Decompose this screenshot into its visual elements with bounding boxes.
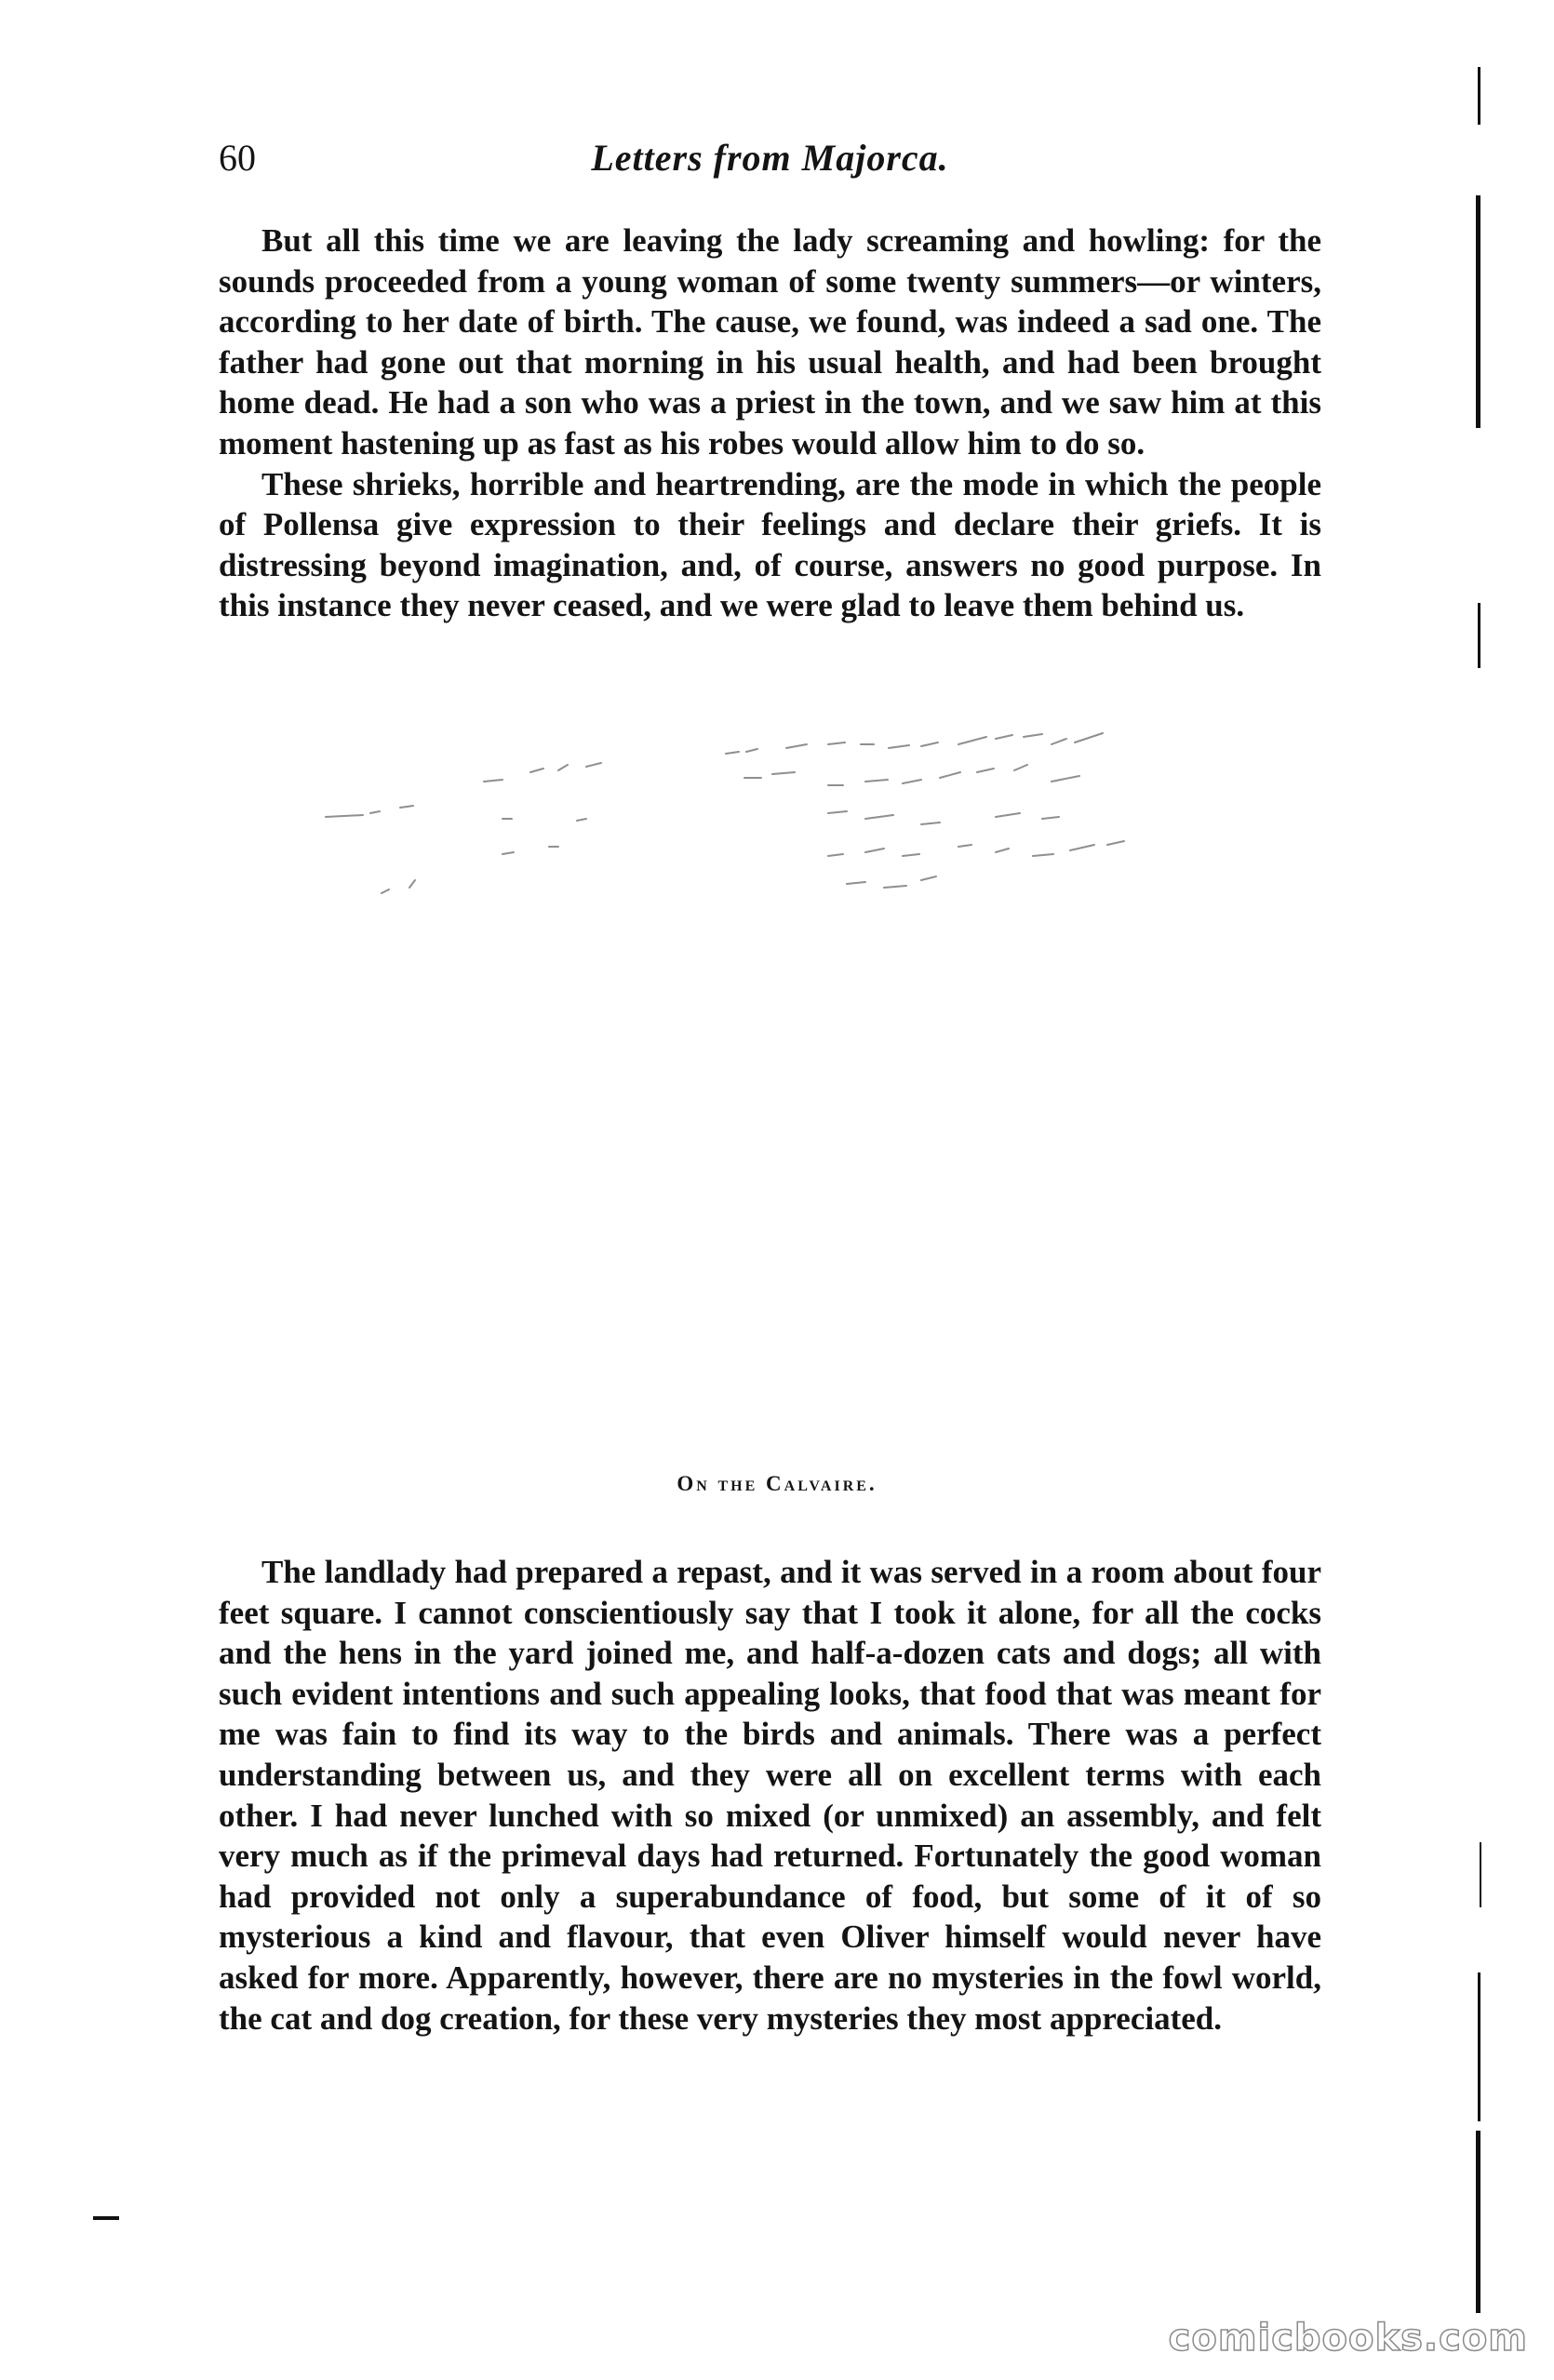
margin-rule [1476,2131,1480,2313]
watermark-logo: comicbooks.com [1168,2317,1528,2360]
margin-rule [1476,195,1480,428]
paragraph: The landlady had prepared a repast, and it was served in a room about four feet square. I cannot conscientiously say that I took it alone, for all the cocks and the hens in the yard joined me, and half-a-dozen cats and dogs; all with such evident intentions and such appealing looks, that food that was meant for me was fain to find its way to the birds and animals. There was a perfect understanding between us, and they were all on excellent terms with each other. I had never lunched with so mixed (or unmixed) an assembly, and felt very much as if the primeval days had returned. Fortunately the good woman had provided not only a superabundance of food, but some of it of so mysterious a kind and flavour, that even Oliver himself would never have asked for more. Apparently, however, there are no mysteries in the fowl world, the cat and dog creation, for these very mysteries they most appreciated. [219,1554,1321,2037]
margin-rule [1478,603,1480,668]
page-header [219,130,1321,186]
page-number: 60 [219,137,256,179]
margin-rule [1478,67,1480,125]
text-block-bottom [219,1552,1321,2039]
illustration-caption: On the Calvaire. [677,1472,877,1495]
margin-rule [1480,1842,1481,1907]
paragraph: But all this time we are leaving the lady screaming and howling: for the sounds proceeded from a young woman of some twenty summers—or winters, according to her date of birth. The cause, we found, was indeed a sad one. The father had gone out that morning in his usual health, and had been brought home dead. He had a son who was a priest in the town, and we saw him at this moment hastening up as fast as his robes would allow him to do so. [219,222,1321,461]
faded-illustration [307,716,1331,930]
margin-rule [93,2216,119,2220]
text-block-top [219,221,1321,626]
running-title: Letters from Majorca. [591,137,949,179]
margin-rule [1478,1972,1480,2121]
paragraph: These shrieks, horrible and heartrending, are the mode in which the people of Pollensa give expression to their feelings and declare their griefs. It is distressing beyond imagination, and, of course, answers no good purpose. In this instance they never ceased, and we were glad to leave them behind us. [219,465,1321,624]
